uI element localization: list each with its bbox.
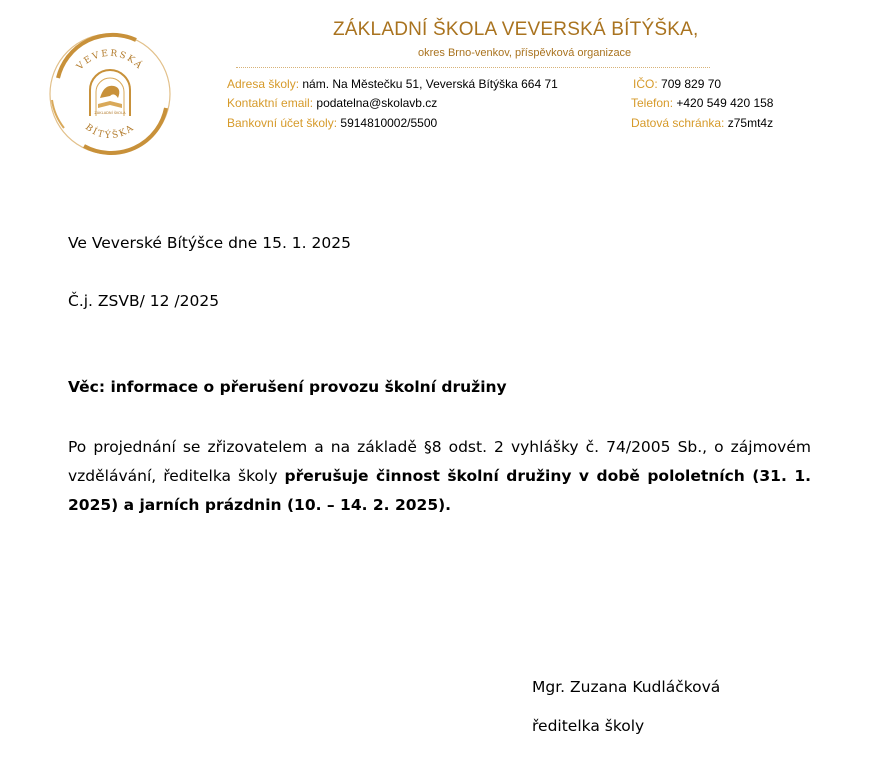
svg-text:BÍTÝŠKA <box>83 123 137 142</box>
reference-number: Č.j. ZSVB/ 12 /2025 <box>68 292 220 310</box>
school-subtitle: okres Brno-venkov, příspěvková organizace <box>418 47 632 59</box>
subject-line: Věc: informace o přerušení provozu školní družiny <box>68 378 507 396</box>
address-label: Adresa školy: <box>227 77 300 91</box>
logo-inner-text: ZÁKLADNÍ ŠKOLA <box>94 111 126 115</box>
databox-line <box>631 116 773 130</box>
bank-value: 5914810002/5500 <box>340 116 438 130</box>
body-bold: přerušuje činnost školní družiny v době pololetních (31. 1. 2025) a jarních prázdnin (10. – 14. 2. 2025). <box>68 467 811 514</box>
address-value: nám. Na Městečku 51, Veverská Bítýška 664 71 <box>302 77 558 91</box>
address-line <box>227 77 558 91</box>
place-date: Ve Veverské Bítýšce dne 15. 1. 2025 <box>68 234 351 252</box>
phone-line <box>631 96 773 110</box>
signature-role: ředitelka školy <box>532 717 645 735</box>
phone-value: +420 549 420 158 <box>676 96 774 110</box>
phone-label: Telefon: <box>631 96 674 110</box>
databox-label: Datová schránka: <box>631 116 725 130</box>
body-intro: Po projednání se zřizovatelem a na základě §8 odst. 2 vyhlášky č. 74/2005 Sb., o zájmovém vzdělávání, ředitelka školy <box>68 438 811 485</box>
logo-text-top: VEVERSKÁ <box>75 48 145 73</box>
ico-line <box>633 77 721 91</box>
body-paragraph <box>68 433 811 520</box>
header-divider <box>236 67 710 68</box>
bank-label: Bankovní účet školy: <box>227 116 338 130</box>
ico-value: 709 829 70 <box>661 77 722 91</box>
email-label: Kontaktní email: <box>227 96 314 110</box>
school-logo <box>44 28 176 160</box>
ico-label: IČO: <box>633 77 658 91</box>
bank-line <box>227 116 437 130</box>
school-name: ZÁKLADNÍ ŠKOLA VEVERSKÁ BÍTÝŠKA, <box>333 19 699 40</box>
email-value: podatelna@skolavb.cz <box>316 96 438 110</box>
email-line <box>227 96 437 110</box>
databox-value: z75mt4z <box>727 116 774 130</box>
signature-name: Mgr. Zuzana Kudláčková <box>532 678 721 696</box>
logo-text-bottom: BÍTÝŠKA <box>83 122 137 142</box>
